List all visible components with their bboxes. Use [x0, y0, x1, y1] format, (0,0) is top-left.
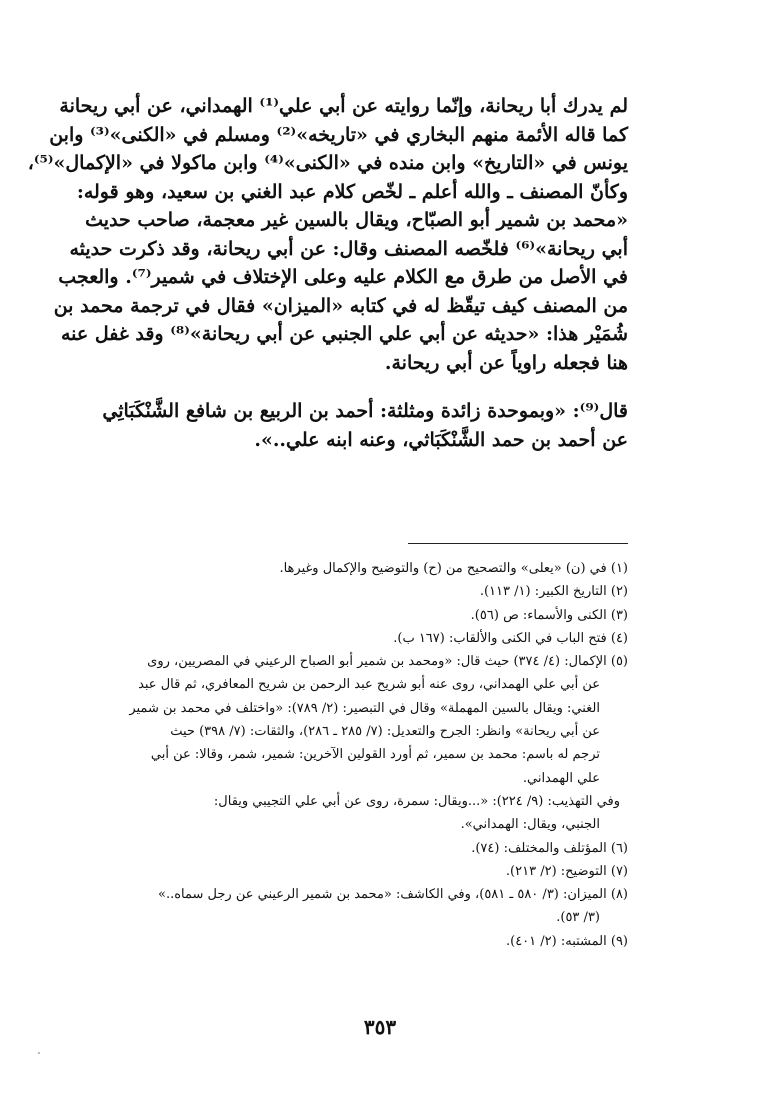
footnote-5: (٥) الإكمال: (٤/ ٣٧٤) حيث قال: «ومحمد بن شمير أبو الصباح الرعيني في المصريين، روى	[147, 654, 628, 670]
footnote-8-continuation: (٣/ ٥٣).	[556, 910, 600, 926]
main-text-line: أبي ريحانة»⁽⁶⁾ فلخّصه المصنف وقال: عن أبي ريحانة، وقد ذكرت حديثه	[69, 237, 628, 260]
footnote-separator	[408, 543, 628, 544]
footnote-9: (٩) المشتبه: (٢/ ٤٠١).	[505, 933, 628, 949]
main-text-line: وكأنّ المصنف ـ والله أعلم ـ لخّص كلام عبد الغني بن سعيد، وهو قوله:	[76, 180, 628, 203]
footnote-1: (١) في (ن) «يعلى» والتصحيح من (ح) والتوضيح والإكمال وغيرها.	[279, 561, 628, 576]
footnote-3: (٣) الكنى والأسماء: ص (٥٦).	[470, 607, 628, 623]
main-text-line: في الأصل من طرق مع الكلام عليه وعلى الإختلاف في شمير⁽⁷⁾. والعجب	[58, 266, 628, 288]
footnote-5-continuation: عن أبي ريحانة» وانظر: الجرح والتعديل: (٧/ ٢٨٥ ـ ٢٨٦)، والثقات: (٧/ ٣٩٨) حيث	[170, 724, 600, 740]
footnotes-block	[129, 557, 628, 953]
footnote-4: (٤) فتح الباب في الكنى والألقاب: (١٦٧ ب).	[393, 630, 628, 646]
main-text-line: لم يدرك أبا ريحانة، وإنّما روايته عن أبي علي⁽¹⁾ الهمداني، عن أبي ريحانة	[59, 95, 628, 117]
footnote-5-continuation: عن أبي علي الهمداني، روى عنه أبو شريح عبد الرحمن بن شريح المعافري، ثم قال عبد	[138, 677, 600, 693]
footnote-5-tahdhib: وفي التهذيب: (٩/ ٢٢٤): «...ويقال: سمرة، روى عن أبي علي التجيبي ويقال:	[213, 793, 620, 809]
main-text-block	[27, 92, 628, 454]
main-text-line: من المصنف كيف تيقّظ له في كتابه «الميزان» فقال في ترجمة محمد بن	[53, 294, 628, 317]
paragraph-gap	[134, 377, 628, 397]
footnote-8: (٨) الميزان: (٣/ ٥٨٠ ـ ٥٨١)، وفي الكاشف: «محمد بن شمير الرعيني عن رجل سماه..»	[158, 887, 628, 903]
main-text-line: هنا فجعله راوياً عن أبي ريحانة.	[384, 351, 628, 374]
footnote-6: (٦) المؤتلف والمختلف: (٧٤).	[471, 840, 628, 856]
footnote-5-continuation: علي الهمداني.	[522, 770, 600, 786]
margin-speck	[38, 1052, 40, 1054]
footnote-2: (٢) التاريخ الكبير: (١/ ١١٣).	[479, 584, 628, 600]
main-text-line: يونس في «التاريخ» وابن منده في «الكنى»⁽⁴⁾ وابن ماكولا في «الإكمال»⁽⁵⁾،	[27, 152, 628, 174]
quote-line: عن أحمد بن حمد الشَّنْكَبَاثي، وعنه ابنه علي..».	[254, 428, 628, 451]
footnote-5-continuation: الجنبي، ويقال: الهمداني».	[460, 817, 600, 833]
footnote-7: (٧) التوضيح: (٢/ ٢١٣).	[505, 863, 628, 879]
page-number: ٣٥٣	[363, 1015, 397, 1039]
quote-line: قال⁽⁹⁾: «وبموحدة زائدة ومثلثة: أحمد بن الربيع بن شافع الشَّنْكَبَاثِي	[102, 400, 628, 422]
footnote-5-continuation: الغني: ويقال بالسين المهملة» وقال في التبصير: (٢/ ٧٨٩): «واختلف في محمد بن شمير	[129, 700, 600, 716]
main-text-line: «محمد بن شمير أبو الصبّاح، ويقال بالسين غير معجمة، صاحب حديث	[85, 209, 628, 231]
main-text-line: شُمَيْر هذا: «حديثه عن أبي علي الجنبي عن أبي ريحانة»⁽⁸⁾ وقد غفل عنه	[60, 323, 628, 345]
main-text-line: كما قاله الأئمة منهم البخاري في «تاريخه»⁽²⁾ ومسلم في «الكنى»⁽³⁾ وابن	[49, 123, 628, 146]
footnote-5-continuation: ترجم له باسم: محمد بن سمير، ثم أورد القولين الآخرين: شمير، شمر، وقالا: عن أبي	[150, 747, 600, 763]
